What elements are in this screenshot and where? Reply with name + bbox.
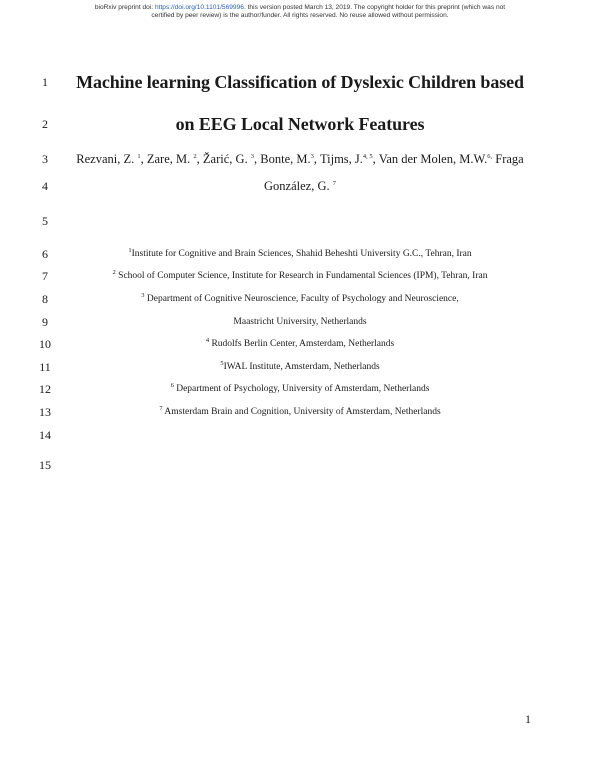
paper-title-line-2: on EEG Local Network Features bbox=[175, 114, 425, 134]
line-number: 15 bbox=[39, 458, 51, 472]
author-name: González, G. bbox=[264, 179, 330, 193]
affiliation-text: Maastricht University, Netherlands bbox=[233, 317, 367, 327]
affiliation-line bbox=[60, 316, 540, 328]
line-number: 5 bbox=[42, 214, 48, 228]
affiliation-marker: 7 bbox=[159, 404, 163, 412]
line-number: 13 bbox=[39, 405, 51, 419]
affiliation-marker: 1 bbox=[128, 246, 132, 254]
author-affiliation-marker: 3 bbox=[250, 152, 255, 160]
affiliation-text: Department of Psychology, University of Amsterdam, Netherlands bbox=[176, 384, 430, 394]
affiliation-text: IWAL Institute, Amsterdam, Netherlands bbox=[223, 362, 380, 372]
affiliation-line bbox=[60, 270, 540, 282]
affiliation-line bbox=[60, 293, 540, 305]
line-number: 6 bbox=[42, 247, 48, 261]
affiliation-line bbox=[60, 383, 540, 395]
paper-title-line-1: Machine learning Classification of Dyslexic Children based bbox=[76, 72, 524, 92]
author-affiliation-marker: 7 bbox=[332, 179, 336, 187]
affiliation-line bbox=[60, 338, 540, 350]
banner-line-1 bbox=[0, 4, 600, 12]
line-number: 1 bbox=[42, 75, 48, 89]
line-number: 9 bbox=[42, 315, 48, 329]
author-name: Van der Molen, M.W. bbox=[378, 152, 488, 166]
affiliation-text: Rudolfs Berlin Center, Amsterdam, Netherlands bbox=[211, 339, 395, 349]
author-name: Žarić, G. bbox=[202, 152, 248, 166]
affiliation-marker: 4 bbox=[205, 336, 210, 344]
author-affiliation-marker: 3 bbox=[310, 152, 314, 160]
author-affiliation-marker: 6, bbox=[487, 152, 493, 160]
preprint-banner bbox=[0, 4, 600, 20]
author-list-line-1: Rezvani, Z. $^1$, Zare, M. $^2$, Žarić, G. $^3$, Bonte, M.$^3$, Tijms, J.$^{4, 5}$, Van der Molen, M.W.$^{6,}$ Fraga bbox=[76, 152, 524, 166]
affiliation-marker: 6 bbox=[170, 381, 174, 389]
author-name: Bonte, M. bbox=[260, 152, 311, 166]
line-number: 4 bbox=[42, 179, 48, 193]
affiliation-marker: 3 bbox=[141, 291, 145, 299]
line-number: 12 bbox=[39, 382, 51, 396]
author-name: Rezvani, Z. bbox=[76, 152, 135, 166]
line-number: 7 bbox=[42, 269, 48, 283]
line-number: 10 bbox=[39, 337, 51, 351]
line-number: 11 bbox=[39, 360, 51, 374]
banner-line-2: certified by peer review) is the author/funder. All rights reserved. No reuse allowed without permission. bbox=[151, 12, 449, 19]
affiliation-text: Institute for Cognitive and Brain Sciences, Shahid Beheshti University G.C., Tehran, Iran bbox=[131, 249, 472, 259]
line-number: 2 bbox=[42, 117, 48, 131]
author-affiliation-marker: 4, 5 bbox=[362, 152, 373, 160]
affiliation-marker: 5 bbox=[220, 359, 224, 367]
banner-prefix: bioRxiv preprint doi: bbox=[94, 4, 155, 11]
banner-line-1-rest: . this version posted March 13, 2019. The copyright holder for this preprint (which was not bbox=[243, 4, 506, 11]
affiliation-marker: 2 bbox=[112, 268, 116, 276]
doi-link[interactable]: https://doi.org/10.1101/569996 bbox=[154, 4, 244, 11]
affiliation-text: Department of Cognitive Neuroscience, Faculty of Psychology and Neuroscience, bbox=[146, 294, 459, 304]
affiliation-line bbox=[60, 361, 540, 373]
author-list-line-2 bbox=[60, 178, 540, 194]
affiliation-line bbox=[60, 406, 540, 418]
affiliation-text: School of Computer Science, Institute for Research in Fundamental Sciences (IPM), Tehran, Iran bbox=[118, 271, 488, 281]
author-name: Zare, M. bbox=[146, 152, 191, 166]
page-number: 1 bbox=[525, 712, 531, 726]
author-name: Tijms, J. bbox=[319, 152, 363, 166]
line-number: 14 bbox=[39, 428, 51, 442]
affiliation-text: Amsterdam Brain and Cognition, University of Amsterdam, Netherlands bbox=[164, 407, 441, 417]
author-name: Fraga bbox=[495, 152, 524, 166]
line-number: 3 bbox=[42, 152, 48, 166]
line-number: 8 bbox=[42, 292, 48, 306]
author-affiliation-marker: 1 bbox=[137, 152, 141, 160]
affiliation-line bbox=[60, 248, 540, 260]
author-affiliation-marker: 2 bbox=[193, 152, 197, 160]
